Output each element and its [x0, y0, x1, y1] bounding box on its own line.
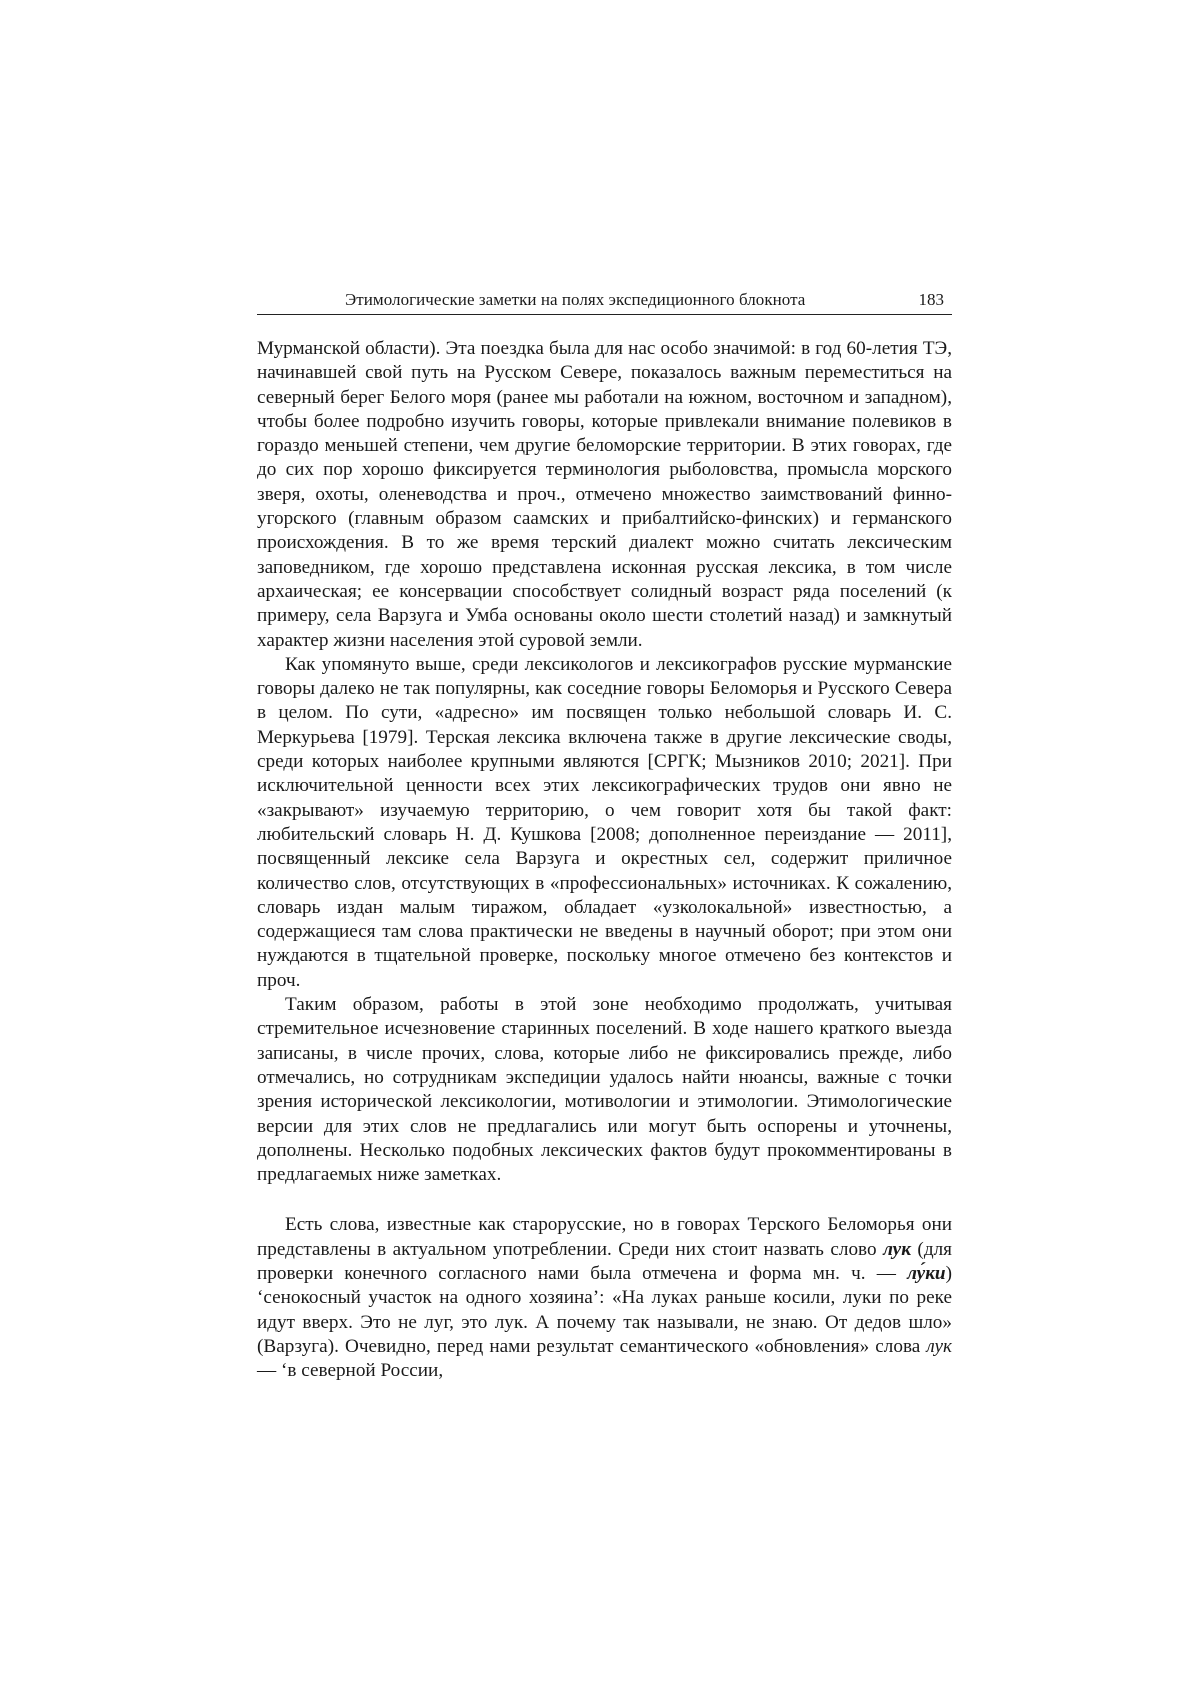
paragraph-1: Мурманской области). Эта поездка была для нас особо значимой: в год 60-летия ТЭ, начинавшей свой путь на Русском Севере, показалось важным переместиться на северный берег Белого моря (ранее мы работали на южном, восточном и западном), чтобы более подробно изучить говоры, которые привлекали внимание полевиков в гораздо меньшей степени, чем другие беломорские территории. В этих говорах, где до сих пор хорошо фиксируется терминология рыболовства, промысла морского зверя, охоты, оленеводства и проч., отмечено множество заимствований финно-угорского (главным образом саамских и прибалтийско-финских) и германского происхождения. В то же время терский диалект можно считать лексическим заповедником, где хорошо представлена исконная русская лексика, в том числе архаическая; ее консервации способствует солидный возраст ряда поселений (к примеру, села Варзуга и Умба основаны около шести столетий назад) и замкнутый характер жизни населения этой суровой земли.	[257, 338, 952, 651]
term-luk: лук	[883, 1238, 911, 1260]
paragraph-4	[257, 1213, 952, 1383]
text-run: — ‘в северной России,	[257, 1360, 444, 1382]
body-text	[257, 337, 952, 1383]
paragraph-2: Как упомянуто выше, среди лексикологов и лексикографов русские мурманские говоры далеко не так популярны, как соседние говоры Беломорья и Русского Севера в целом. По сути, «адресно» им посвящен только небольшой словарь И. С. Меркурьева [1979]. Терская лексика включена также в другие лексические своды, среди которых наиболее крупными являются [СРГК; Мызников 2010; 2021]. При исключительной ценности всех этих лексикографических трудов они явно не «закрывают» изучаемую территорию, о чем говорит хотя бы такой факт: любительский словарь Н. Д. Кушкова [2008; дополненное переиздание — 2011], посвященный лексике села Варзуга и окрестных сел, содержит приличное количество слов, отсутствующих в «профессиональных» источниках. К сожалению, словарь издан малым тиражом, обладает «узколокальной» известностью, а содержащиеся там слова практически не введены в научный оборот; при этом они нуждаются в тщательной проверке, поскольку многое отмечено без контекстов и проч.	[257, 653, 952, 991]
paragraph-3: Таким образом, работы в этой зоне необходимо продолжать, учитывая стремительное исчезновение старинных поселений. В ходе нашего краткого выезда записаны, в числе прочих, слова, которые либо не фиксировались прежде, либо отмечались, но сотрудникам экспедиции удалось найти нюансы, важные с точки зрения исторической лексикологии, мотивологии и этимологии. Этимологические версии для этих слов не предлагались или могут быть оспорены и уточнены, дополнены. Несколько подобных лексических фактов будут прокомментированы в предлагаемых ниже заметках.	[257, 994, 952, 1186]
term-luk-italic: лук	[926, 1335, 952, 1357]
text-run: ) ‘сенокосный участок на одного хозяина’: «На луках раньше косили, луки по реке идут вверх. Это не луг, это лук. А почему так называли, не знаю. От дедов шло» (Варзуга). Очевидно, перед нами результат семантического «обновления» слова	[257, 1262, 952, 1357]
term-luki: лу́ки	[907, 1262, 946, 1284]
running-title: Этимологические заметки на полях экспедиционного блокнота	[345, 290, 806, 309]
section-gap	[257, 1187, 952, 1213]
page	[257, 290, 952, 1383]
page-number: 183	[918, 290, 944, 309]
running-header	[257, 290, 952, 315]
text-run: (для проверки конечного согласного нами была отмечена и форма мн. ч. —	[257, 1238, 952, 1284]
text-run: Есть слова, известные как старорусские, но в говорах Терского Беломорья они представлены в актуальном употреблении. Среди них стоит назвать слово	[257, 1214, 952, 1260]
